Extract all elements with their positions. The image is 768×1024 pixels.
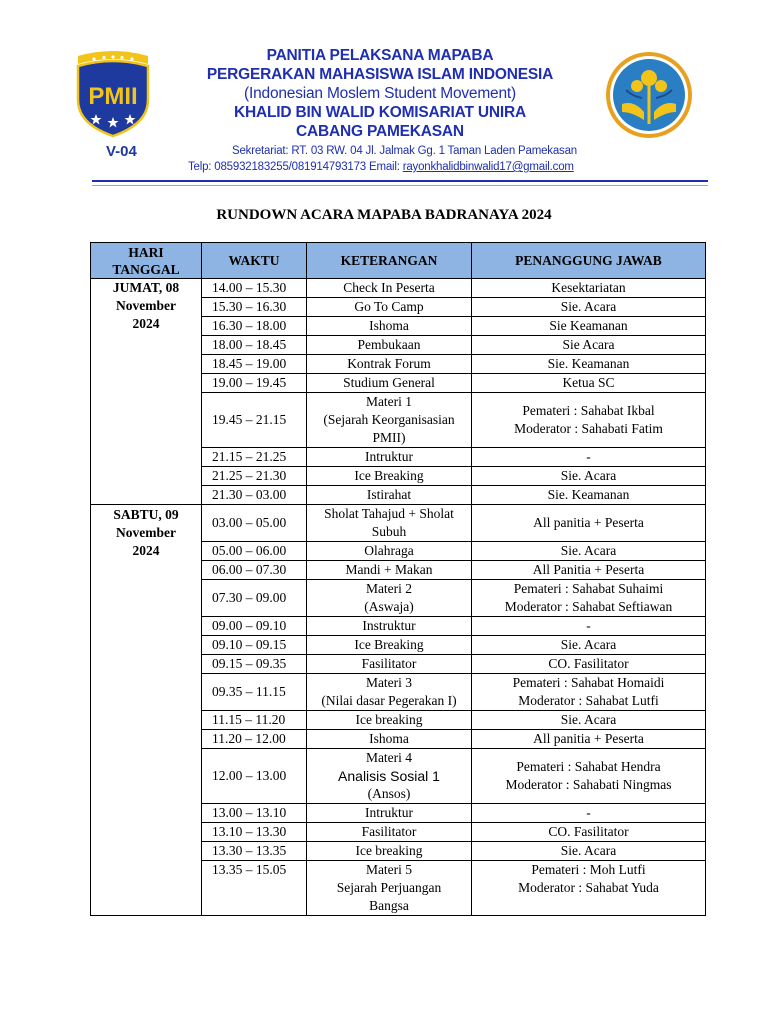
time-cell: 09.15 – 09.35 [202,655,307,674]
pmii-shield-logo [72,48,154,138]
activity-cell [307,542,472,561]
activity-line: Intruktur [365,805,413,820]
time-cell: 21.25 – 21.30 [202,467,307,486]
activity-cell [307,655,472,674]
time-cell: 12.00 – 13.00 [202,749,307,804]
activity-cell [307,861,472,916]
activity-cell [307,804,472,823]
organization-name: PERGERAKAN MAHASISWA ISLAM INDONESIA [206,66,554,83]
person-in-charge-cell [472,505,706,542]
person-in-charge-line: Kesektariatan [551,280,626,295]
person-in-charge-line: Sie. Acara [560,843,617,858]
activity-cell [307,355,472,374]
activity-cell [307,486,472,505]
activity-cell [307,674,472,711]
activity-line: (Ansos) [367,786,411,801]
header-waktu: WAKTU [202,243,307,279]
activity-line: Fasilitator [361,824,417,839]
time-cell: 03.00 – 05.00 [202,505,307,542]
secretariat-address: Sekretariat: RT. 03 RW. 04 Jl. Jalmak Gg. 1 Taman Laden Pamekasan [232,145,577,157]
person-in-charge-line: Sie Keamanan [549,318,628,333]
activity-line: Materi 1 [365,394,413,409]
person-in-charge-cell [472,617,706,636]
person-in-charge-cell [472,374,706,393]
time-cell: 13.10 – 13.30 [202,823,307,842]
email-link[interactable]: rayonkhalidbinwalid17@gmail.com [402,161,574,173]
activity-line: Ishoma [369,318,409,333]
activity-cell [307,505,472,542]
day-label-line: November [116,298,176,313]
table-row [91,505,706,542]
person-in-charge-line: Moderator : Sahabat Yuda [518,880,659,895]
person-in-charge-cell [472,298,706,317]
person-in-charge-cell [472,486,706,505]
person-in-charge-line: Sie. Acara [560,637,617,652]
person-in-charge-cell [472,561,706,580]
person-in-charge-line: Sie. Acara [560,468,617,483]
person-in-charge-line: Pemateri : Sahabat Ikbal [522,403,655,418]
activity-line: Check In Peserta [343,280,435,295]
header-divider [92,180,708,182]
rundown-body [91,279,706,916]
time-cell: 21.30 – 03.00 [202,486,307,505]
activity-cell [307,448,472,467]
person-in-charge-line: Sie. Acara [560,299,617,314]
activity-line: Ishoma [369,731,409,746]
person-in-charge-cell [472,542,706,561]
person-in-charge-line: Pemateri : Sahabat Hendra [516,759,661,774]
activity-line: PMII) [372,430,406,445]
time-cell: 18.45 – 19.00 [202,355,307,374]
person-in-charge-line: Sie Acara [562,337,615,352]
person-in-charge-cell [472,355,706,374]
person-in-charge-cell [472,711,706,730]
time-cell: 19.45 – 21.15 [202,393,307,448]
activity-line: Istirahat [366,487,412,502]
activity-line: Sejarah Perjuangan [336,880,442,895]
time-cell: 16.30 – 18.00 [202,317,307,336]
activity-line: Mandi + Makan [345,562,433,577]
activity-cell [307,823,472,842]
time-cell: 05.00 – 06.00 [202,542,307,561]
activity-line: Go To Camp [354,299,424,314]
person-in-charge-line: Moderator : Sahabat Seftiawan [504,599,673,614]
committee-name: PANITIA PELAKSANA MAPABA [266,47,494,64]
person-in-charge-line: - [586,618,591,633]
contact-line [188,161,574,173]
person-in-charge-line: Pemateri : Moh Lutfi [531,862,646,877]
activity-cell [307,279,472,298]
pmii-logo-text: PMII [88,83,138,110]
activity-cell [307,467,472,486]
day-label-line: SABTU, 09 [113,507,179,522]
time-cell: 19.00 – 19.45 [202,374,307,393]
activity-line: Sholat Tahajud + Sholat [324,506,454,521]
activity-line: Bangsa [369,898,409,913]
person-in-charge-line: Moderator : Sahabat Lutfi [518,693,659,708]
person-in-charge-cell [472,336,706,355]
person-in-charge-line: Pemateri : Sahabat Suhaimi [513,581,664,596]
person-in-charge-cell [472,842,706,861]
activity-line: Ice Breaking [354,468,424,483]
person-in-charge-cell [472,804,706,823]
activity-cell [307,842,472,861]
activity-line: Fasilitator [361,656,417,671]
activity-cell [307,336,472,355]
person-in-charge-line: Ketua SC [562,375,615,390]
person-in-charge-cell [472,580,706,617]
header-keterangan: KETERANGAN [307,243,472,279]
person-in-charge-line: Sie. Keamanan [547,356,630,371]
person-in-charge-cell [472,448,706,467]
branch-name: CABANG PAMEKASAN [296,123,464,140]
activity-cell [307,393,472,448]
day-label-line: JUMAT, 08 [112,280,180,295]
activity-line: (Aswaja) [364,599,414,614]
person-in-charge-line: Sie. Acara [560,712,617,727]
person-in-charge-line: Sie. Keamanan [547,487,630,502]
person-in-charge-line: CO. Fasilitator [548,824,629,839]
activity-cell [307,561,472,580]
activity-line: Ice breaking [355,843,423,858]
person-in-charge-cell [472,636,706,655]
person-in-charge-line: Sie. Acara [560,543,617,558]
time-cell: 13.30 – 13.35 [202,842,307,861]
time-cell: 13.35 – 15.05 [202,861,307,916]
activity-cell [307,580,472,617]
person-in-charge-line: All panitia + Peserta [533,515,644,530]
header-tanggal: TANGGAL [112,261,180,277]
person-in-charge-cell [472,279,706,298]
person-in-charge-cell [472,655,706,674]
time-cell: 09.00 – 09.10 [202,617,307,636]
time-cell: 11.15 – 11.20 [202,711,307,730]
person-in-charge-line: Moderator : Sahabati Ningmas [505,777,672,792]
activity-line: Pembukaan [357,337,421,352]
activity-line: (Sejarah Keorganisasian [323,412,455,427]
day-label-line: November [116,525,176,540]
activity-cell [307,298,472,317]
activity-cell [307,636,472,655]
day-label-line: 2024 [132,543,160,558]
activity-line: Subuh [371,524,407,539]
header-divider-thin [92,185,708,186]
time-cell: 07.30 – 09.00 [202,580,307,617]
person-in-charge-cell [472,823,706,842]
person-in-charge-line: - [586,805,591,820]
activity-cell [307,749,472,804]
person-in-charge-line: - [586,449,591,464]
rundown-table [90,242,706,916]
activity-line: Materi 4 [365,750,413,765]
activity-cell [307,317,472,336]
time-cell: 21.15 – 21.25 [202,448,307,467]
time-cell: 14.00 – 15.30 [202,279,307,298]
person-in-charge-cell [472,861,706,916]
time-cell: 09.10 – 09.15 [202,636,307,655]
time-cell: 13.00 – 13.10 [202,804,307,823]
activity-line: Intruktur [365,449,413,464]
person-in-charge-cell [472,674,706,711]
time-cell: 06.00 – 07.30 [202,561,307,580]
activity-line: Ice Breaking [354,637,424,652]
activity-cell [307,374,472,393]
person-in-charge-line: All Panitia + Peserta [532,562,645,577]
time-cell: 09.35 – 11.15 [202,674,307,711]
person-in-charge-cell [472,467,706,486]
time-cell: 15.30 – 16.30 [202,298,307,317]
activity-line: Kontrak Forum [347,356,431,371]
header-hari: HARI [128,244,164,260]
day-cell [91,279,202,505]
table-row [91,279,706,298]
commissariat-name: KHALID BIN WALID KOMISARIAT UNIRA [234,104,526,121]
day-label-line: 2024 [132,316,160,331]
activity-cell [307,711,472,730]
person-in-charge-line: All panitia + Peserta [533,731,644,746]
activity-line: Instruktur [362,618,416,633]
person-in-charge-cell [472,749,706,804]
person-in-charge-cell [472,393,706,448]
letterhead-title-block [160,46,600,141]
activity-line: Materi 2 [365,581,413,596]
activity-line: Materi 5 [365,862,413,877]
activity-line: Analisis Sosial 1 [338,768,440,784]
time-cell: 11.20 – 12.00 [202,730,307,749]
person-in-charge-cell [472,730,706,749]
activity-line: Ice breaking [355,712,423,727]
day-cell [91,505,202,916]
activity-cell [307,617,472,636]
activity-line: Olahraga [364,543,414,558]
header-hari-tanggal [91,243,202,279]
person-in-charge-line: Pemateri : Sahabat Homaidi [512,675,665,690]
activity-cell [307,730,472,749]
document-title: RUNDOWN ACARA MAPABA BADRANAYA 2024 [216,207,552,223]
person-in-charge-cell [472,317,706,336]
time-cell: 18.00 – 18.45 [202,336,307,355]
activity-line: Studium General [343,375,435,390]
header-penanggung-jawab: PENANGGUNG JAWAB [472,243,706,279]
phone-numbers: Telp: 085932183255/081914793173 Email: [188,161,403,173]
version-code: V-04 [106,143,137,160]
table-header-row [91,243,706,279]
activity-line: (Nilai dasar Pegerakan I) [321,693,457,708]
activity-line: Materi 3 [365,675,413,690]
organization-english-name: (Indonesian Moslem Student Movement) [244,85,516,102]
person-in-charge-line: CO. Fasilitator [548,656,629,671]
organization-emblem [604,50,694,140]
person-in-charge-line: Moderator : Sahabati Fatim [514,421,663,436]
